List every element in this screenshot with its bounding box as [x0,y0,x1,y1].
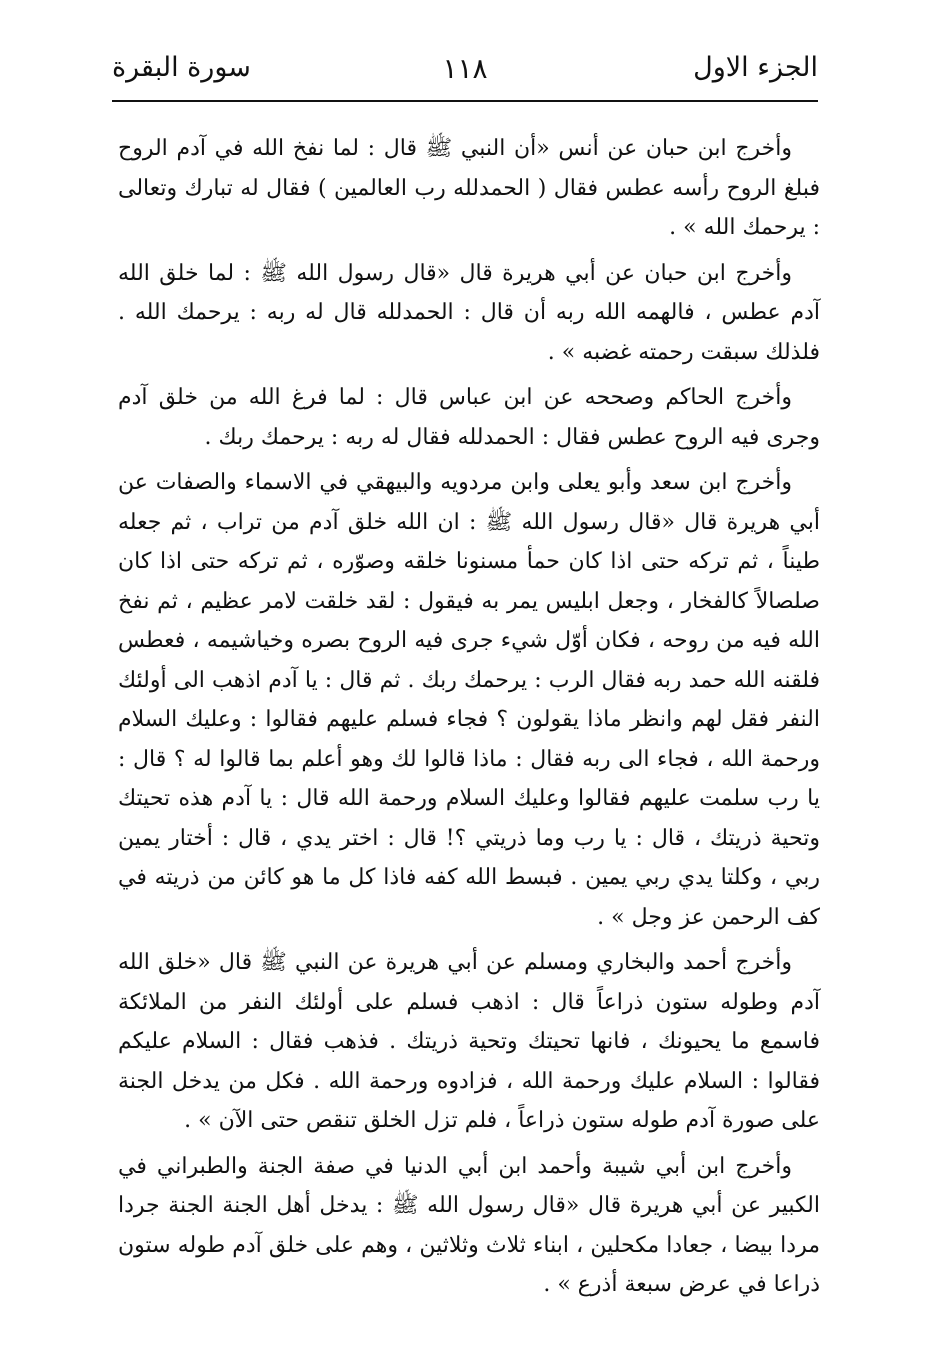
paragraph-1: وأخرج ابن حبان عن أنس «أن النبي ﷺ قال : لما نفخ الله في آدم الروح فبلغ الروح رأسه عطس فقال ( الحمدلله رب العالمين ) فقال له تبارك وتعالى : يرحمك الله » . [118,136,820,240]
paragraph-3: وأخرج الحاكم وصححه عن ابن عباس قال : لما فرغ الله من خلق آدم وجرى فيه الروح عطس فقال : الحمدلله فقال له ربه : يرحمك ربك . [118,385,820,450]
paragraph-6: وأخرج ابن أبي شيبة وأحمد ابن أبي الدنيا في صفة الجنة والطبراني في الكبير عن أبي هريرة قال «قال رسول الله ﷺ : يدخل أهل الجنة الجنة جردا مردا بيضا ، جعادا مكحلين ، ابناء ثلاث وثلاثين ، وهم على خلق آدم طوله ستون ذراعا في عرض سبعة أذرع » . [118,1153,820,1297]
page-header [112,38,818,102]
surah-title: سورة البقرة [112,52,251,83]
paragraph-5: وأخرج أحمد والبخاري ومسلم عن أبي هريرة عن النبي ﷺ قال «خلق الله آدم وطوله ستون ذراعاً قال : اذهب فسلم على أولئك النفر من الملائكة فاسمع ما يحيونك ، فانها تحيتك وتحية ذريتك . فذهب فقال : السلام عليكم فقالوا : السلام عليك ورحمة الله ، فزادوه ورحمة الله . فكل من يدخل الجنة على صورة آدم طوله ستون ذراعاً ، فلم تزل الخلق تنقص حتى الآن » . [118,950,820,1133]
paragraph-4: وأخرج ابن سعد وأبو يعلى وابن مردويه والبيهقي في الاسماء والصفات عن أبي هريرة قال «قال رسول الله ﷺ : ان الله خلق آدم من تراب ، ثم جعله طيناً ، ثم تركه حتى اذا كان حمأ مسنونا خلقه وصوّره ، ثم تركه حتى اذا كان صلصالاً كالفخار ، وجعل ابليس يمر به فيقول : لقد خلقت لامر عظيم ، ثم نفخ الله فيه من روحه ، فكان أوّل شيء جرى فيه الروح بصره وخياشيمه ، فعطس فلقنه الله حمد ربه فقال الرب : يرحمك ربك . ثم قال : يا آدم اذهب الى أولئك النفر فقل لهم وانظر ماذا يقولون ؟ فجاء فسلم عليهم فقالوا : وعليك السلام ورحمة الله ، فجاء الى ربه فقال : ماذا قالوا لك وهو أعلم بما قالوا له ؟ قال : يا رب سلمت عليهم فقالوا وعليك السلام ورحمة الله قال : يا آدم هذه تحيتك وتحية ذريتك ، قال : يا رب وما ذريتي ؟! قال : اختر يدي ، قال : أختار يمين ربي ، وكلتا يدي ربي يمين . فبسط الله كفه فاذا كل ما هو كائن من ذريته في كف الرحمن عز وجل » . [118,470,820,930]
page-body [118,129,820,1311]
page-number: ١١٨ [442,52,488,85]
part-title: الجزء الاول [693,52,818,83]
paragraph-2: وأخرج ابن حبان عن أبي هريرة قال «قال رسول الله ﷺ : لما خلق الله آدم عطس ، فالهمه الله ربه أن قال : الحمدلله قال له ربه : يرحمك الله . فلذلك سبقت رحمته غضبه » . [118,260,820,365]
